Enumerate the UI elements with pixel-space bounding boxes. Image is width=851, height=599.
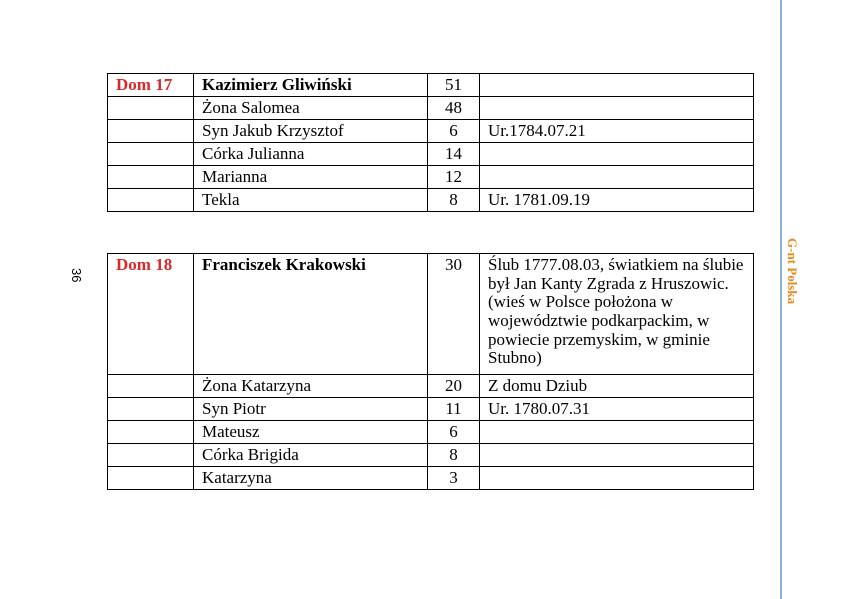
table-row — [108, 444, 754, 467]
house-cell — [108, 421, 194, 444]
person-name: Kazimierz Gliwiński — [194, 74, 428, 97]
person-age: 8 — [428, 189, 480, 212]
person-age: 48 — [428, 97, 480, 120]
table-row — [108, 375, 754, 398]
person-note: Ur. 1781.09.19 — [480, 189, 754, 212]
table-row — [108, 421, 754, 444]
person-age: 11 — [428, 398, 480, 421]
person-name: Żona Salomea — [194, 97, 428, 120]
person-name: Córka Brigida — [194, 444, 428, 467]
person-name: Syn Jakub Krzysztof — [194, 120, 428, 143]
table-row — [108, 467, 754, 490]
household-table-dom-18 — [107, 253, 754, 490]
house-cell — [108, 398, 194, 421]
person-age: 6 — [428, 120, 480, 143]
person-age: 8 — [428, 444, 480, 467]
person-age: 51 — [428, 74, 480, 97]
house-cell — [108, 143, 194, 166]
margin-rule — [780, 0, 782, 599]
person-name: Katarzyna — [194, 467, 428, 490]
house-cell — [108, 467, 194, 490]
person-name: Mateusz — [194, 421, 428, 444]
person-note — [480, 421, 754, 444]
person-note — [480, 74, 754, 97]
person-name: Córka Julianna — [194, 143, 428, 166]
person-age: 6 — [428, 421, 480, 444]
house-label: Dom 17 — [108, 74, 194, 97]
person-name: Syn Piotr — [194, 398, 428, 421]
house-cell — [108, 97, 194, 120]
person-note — [480, 467, 754, 490]
person-name: Marianna — [194, 166, 428, 189]
house-cell — [108, 375, 194, 398]
house-label: Dom 18 — [108, 254, 194, 375]
table-row — [108, 189, 754, 212]
person-age: 30 — [428, 254, 480, 375]
person-age: 12 — [428, 166, 480, 189]
house-cell — [108, 166, 194, 189]
table-row — [108, 143, 754, 166]
person-note — [480, 166, 754, 189]
house-cell — [108, 189, 194, 212]
person-age: 3 — [428, 467, 480, 490]
person-age: 14 — [428, 143, 480, 166]
person-name: Żona Katarzyna — [194, 375, 428, 398]
person-name: Tekla — [194, 189, 428, 212]
table-row — [108, 166, 754, 189]
household-table-dom-17 — [107, 73, 754, 212]
table-row — [108, 74, 754, 97]
table-row — [108, 120, 754, 143]
house-cell — [108, 120, 194, 143]
page-number: 36 — [69, 268, 84, 283]
house-cell — [108, 444, 194, 467]
person-name: Franciszek Krakowski — [194, 254, 428, 375]
side-label: G-nt Polska — [785, 238, 800, 305]
person-note: Ślub 1777.08.03, światkiem na ślubie był Jan Kanty Zgrada z Hruszowic. (wieś w Polsce położona w województwie podkarpackim, w powiecie przemyskim, w gminie Stubno) — [480, 254, 754, 375]
person-age: 20 — [428, 375, 480, 398]
person-note — [480, 143, 754, 166]
person-note — [480, 444, 754, 467]
person-note — [480, 97, 754, 120]
person-note: Ur. 1780.07.31 — [480, 398, 754, 421]
table-row — [108, 254, 754, 375]
person-note: Z domu Dziub — [480, 375, 754, 398]
person-note: Ur.1784.07.21 — [480, 120, 754, 143]
table-row — [108, 398, 754, 421]
table-row — [108, 97, 754, 120]
